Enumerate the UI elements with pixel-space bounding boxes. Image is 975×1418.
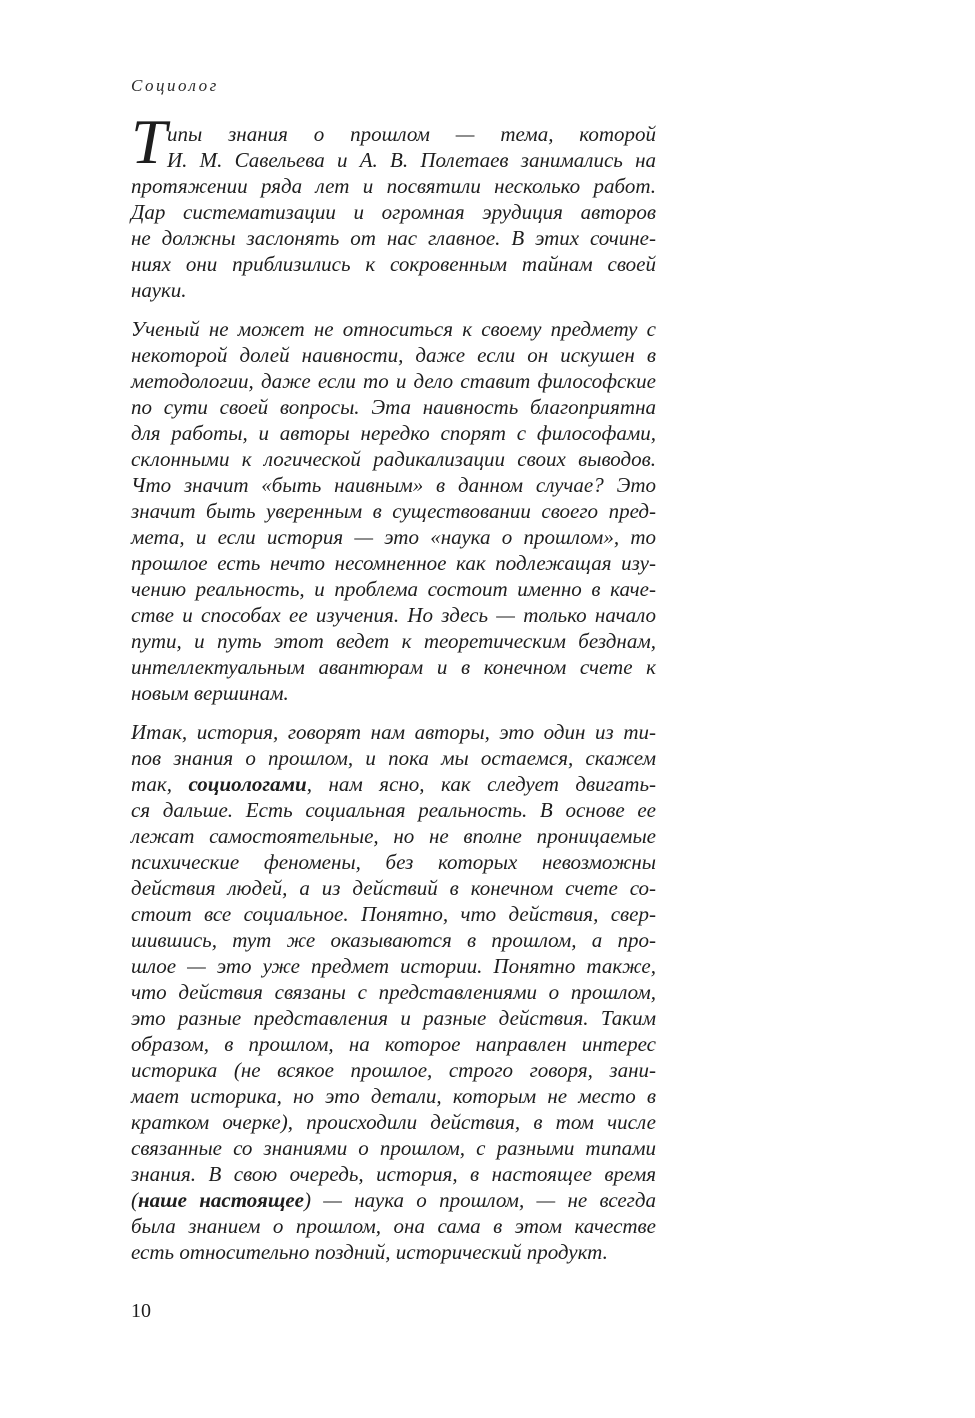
paragraph-line: шившись, тут же оказываются в прошлом, а про- (131, 928, 656, 952)
paragraph-line: это разные представления и разные действия. Таким (131, 1006, 656, 1030)
paragraph-line: интеллектуальным авантюрам и в конечном счете к (131, 655, 656, 679)
paragraph-line: мает историка, но это детали, которым не место в (131, 1084, 656, 1108)
paragraph-line: новым вершинам. (131, 681, 289, 705)
paragraph-3 (131, 719, 656, 1265)
paragraph-line: связанные со знаниями о прошлом, с разными типами (131, 1136, 656, 1160)
paragraph-line: Что значит «быть наивным» в данном случае? Это (131, 473, 656, 497)
paragraph-line: ся дальше. Есть социальная реальность. В основе ее (131, 798, 656, 822)
running-header: Социолог (131, 76, 219, 95)
paragraph-line: пути, и путь этот ведет к теоретическим безднам, (131, 629, 656, 653)
page-number: 10 (131, 1300, 151, 1322)
paragraph-line: есть относительно поздний, исторический продукт. (131, 1240, 608, 1264)
paragraph-line: пов знания о прошлом, и пока мы остаемся, скажем (131, 746, 656, 770)
paragraph-line: Ученый не может не относиться к своему предмету с (131, 317, 656, 341)
paragraph-line: психические феномены, без которых невозможны (131, 850, 656, 874)
paragraph-line: по сути своей вопросы. Эта наивность благоприятна (131, 395, 656, 419)
paragraph-line: прошлое есть нечто несомненное как подлежащая изу- (131, 551, 656, 575)
drop-cap: Т (131, 106, 167, 177)
paragraph-line: ниях они приблизились к сокровенным тайнам своей (131, 252, 656, 276)
paragraph-line: историка (не всякое прошлое, строго говоря, зани- (131, 1058, 656, 1082)
paragraph-line-with-emphasis (131, 771, 656, 797)
paragraph-line: склонными к логической радикализации своих выводов. (131, 447, 656, 471)
paragraph-1 (131, 121, 656, 303)
paragraph-line: мета, и если история — это «наука о прошлом», то (131, 525, 656, 549)
paragraph-line: лежат самостоятельные, но не вполне проницаемые (131, 824, 656, 848)
paragraph-line: стве и способах ее изучения. Но здесь — только начало (131, 603, 656, 627)
paragraph-line: кратком очерке), происходили действия, в том числе (131, 1110, 656, 1134)
paragraph-line: что действия связаны с представлениями о прошлом, (131, 980, 656, 1004)
paragraph-line: ипы знания о прошлом — тема, которой (167, 122, 656, 146)
paragraph-line: Дар систематизации и огромная эрудиция авторов (131, 200, 656, 224)
paragraph-line: для работы, и авторы нередко спорят с философами, (131, 421, 656, 445)
paragraph-line-with-emphasis (131, 1187, 656, 1213)
line-text: так, (131, 772, 189, 796)
emphasis-sociologists: социологами (188, 772, 307, 796)
line-text: , нам ясно, как следует двигать- (306, 772, 656, 796)
paragraph-line: образом, в прошлом, на которое направлен интерес (131, 1032, 656, 1056)
paragraph-line: не должны заслонять от нас главное. В этих сочине- (131, 226, 656, 250)
paragraph-2 (131, 316, 656, 706)
paragraph-line: была знанием о прошлом, она сама в этом качестве (131, 1214, 656, 1238)
paragraph-line: шлое — это уже предмет истории. Понятно также, (131, 954, 656, 978)
emphasis-our-present: наше настоящее (138, 1188, 304, 1212)
paragraph-line: действия людей, а из действий в конечном счете со- (131, 876, 656, 900)
line-text: ) — наука о прошлом, — не всегда (303, 1188, 656, 1212)
paragraph-line: знания. В свою очередь, история, в настоящее время (131, 1162, 656, 1186)
paragraph-line: чению реальность, и проблема состоит именно в каче- (131, 577, 656, 601)
paragraph-line: Итак, история, говорят нам авторы, это один из ти- (131, 720, 656, 744)
paragraph-line: И. М. Савельева и А. В. Полетаев занимались на (167, 148, 656, 172)
line-text: ( (131, 1188, 138, 1212)
paragraph-line: науки. (131, 278, 187, 302)
paragraph-line: значит быть уверенным в существовании своего пред- (131, 499, 656, 523)
paragraph-line: протяжении ряда лет и посвятили несколько работ. (131, 174, 656, 198)
paragraph-line: некоторой долей наивности, даже если он искушен в (131, 343, 656, 367)
paragraph-line: стоит все социальное. Понятно, что действия, свер- (131, 902, 656, 926)
paragraph-line: методологии, даже если то и дело ставит философские (131, 369, 656, 393)
